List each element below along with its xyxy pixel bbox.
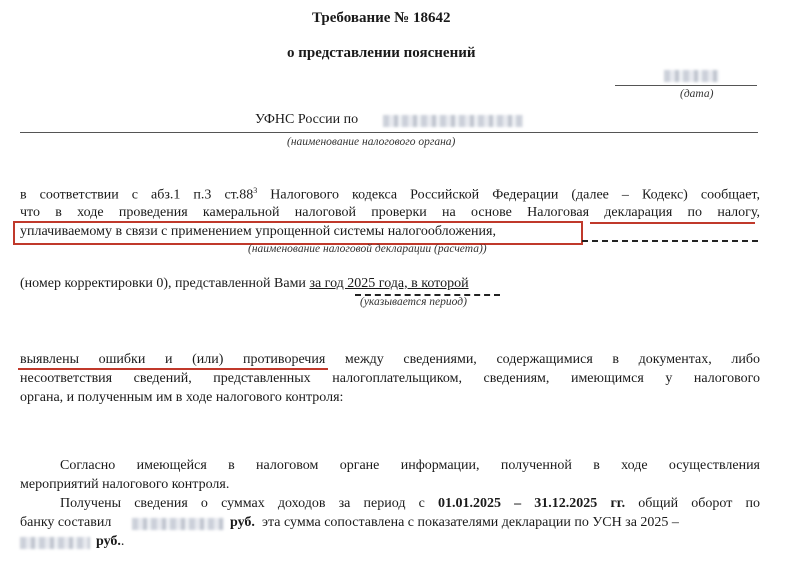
redacted-turnover xyxy=(132,518,224,530)
authority-rule xyxy=(20,132,758,133)
paragraph1-line2: что в ходе проведения камеральной налоговой проверки на основе Налоговая декларация по налогу, xyxy=(20,205,760,220)
highlight-box-usn xyxy=(13,221,583,245)
paragraph3-rest: между сведениями, содержащимися в документах, либо xyxy=(344,352,760,367)
period-caption: (указывается период) xyxy=(360,296,467,308)
paragraph5-line1 xyxy=(60,496,760,512)
paragraph1-line1-a: в соответствии с абз.1 п.3 ст.88 xyxy=(20,187,254,203)
declared-rub: руб. xyxy=(96,534,121,549)
paragraph3-highlighted: выявлены ошибки и (или) противоречия xyxy=(20,352,326,367)
paragraph2-text xyxy=(20,276,469,292)
paragraph3-line1 xyxy=(20,352,760,368)
paragraph1-sup: 3 xyxy=(253,186,258,195)
redacted-date xyxy=(664,70,719,82)
highlight-underline-declaration xyxy=(590,222,755,224)
declaration-caption: (наименование налоговой декларации (расчета)) xyxy=(248,243,487,255)
paragraph5-line2-b: эта сумма сопоставлена с показателями декларации по УСН за 2025 – xyxy=(262,515,679,530)
highlight-underline-errors xyxy=(18,368,328,370)
paragraph1-line1 xyxy=(20,186,760,204)
redacted-declared-amount xyxy=(20,537,90,549)
paragraph5-line1-b: общий оборот по xyxy=(625,496,760,511)
date-to: 31.12.2025 гг. xyxy=(534,496,626,511)
document-subtitle: о представлении пояснений xyxy=(287,45,476,61)
date-from: 01.01.2025 xyxy=(437,496,501,511)
paragraph4-line1: Согласно имеющейся в налоговом органе информации, полученной в ходе осуществления xyxy=(60,458,760,473)
paragraph3-line2: несоответствия сведений, представленных налогоплательщиком, сведениям, имеющимся у налогового xyxy=(20,371,760,386)
authority-label: УФНС России по xyxy=(255,112,359,127)
authority-caption: (наименование налогового органа) xyxy=(287,136,456,148)
paragraph5-line3-end: . xyxy=(120,534,125,549)
paragraph5-line2-a: банку составил xyxy=(20,515,112,530)
paragraph3-line3: органа, и полученным им в ходе налогового контроля: xyxy=(20,390,344,405)
paragraph5-line3 xyxy=(96,534,124,550)
date-caption: (дата) xyxy=(680,88,714,100)
dashed-rule-declaration xyxy=(582,240,758,242)
document-title: Требование № 18642 xyxy=(312,10,451,26)
paragraph1-line1-b: Налогового кодекса Российской Федерации (далее – Кодекс) сообщает, xyxy=(257,187,760,203)
redacted-authority xyxy=(383,115,523,127)
paragraph4-line2: мероприятий налогового контроля. xyxy=(20,477,230,492)
paragraph2-period: за год 2025 года, в которой xyxy=(309,276,469,291)
date-rule xyxy=(615,85,757,86)
paragraph5-line1-a: Получены сведения о суммах доходов за период с xyxy=(60,496,438,511)
paragraph1-line3: уплачиваемому в связи с применением упрощенной системы налогообложения, xyxy=(20,224,496,239)
turnover-rub: руб. xyxy=(230,515,255,530)
paragraph2-before: (номер корректировки 0), представленной Вами xyxy=(20,276,310,291)
date-dash: – xyxy=(500,496,535,511)
